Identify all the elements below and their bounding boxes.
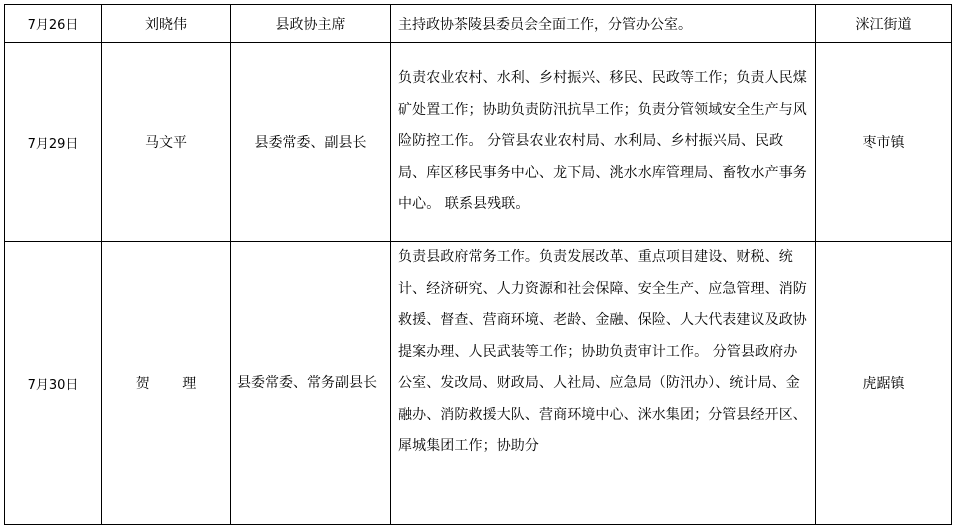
table-row	[5, 43, 952, 242]
date-cell: 7月26日	[5, 5, 102, 43]
date-cell: 7月29日	[5, 43, 102, 242]
duties-cell: 负责农业农村、水利、乡村振兴、移民、民政等工作；负责人民煤矿处置工作；协助负责防汛抗旱工作；负责分管领域安全生产与风险防控工作。 分管县农业农村局、水利局、乡村振兴局、民政局、库区移民事务中心、龙下局、洮水水库管理局、畜牧水产事务中心。 联系县残联。	[391, 43, 816, 242]
table-row	[5, 5, 952, 43]
date-cell: 7月30日	[5, 242, 102, 525]
position-cell: 县委常委、副县长	[231, 43, 391, 242]
name-cell: 马文平	[102, 43, 231, 242]
table-row	[5, 242, 952, 525]
duties-cell	[391, 242, 816, 525]
location-cell: 虎踞镇	[816, 242, 952, 525]
name-text: 贺 理	[135, 376, 211, 392]
location-cell: 洣江街道	[816, 5, 952, 43]
name-cell	[102, 242, 231, 525]
position-cell: 县政协主席	[231, 5, 391, 43]
location-cell: 枣市镇	[816, 43, 952, 242]
duties-cell: 主持政协茶陵县委员会全面工作，分管办公室。	[391, 5, 816, 43]
duties-text: 负责县政府常务工作。负责发展改革、重点项目建设、财税、统计、经济研究、人力资源和社会保障、安全生产、应急管理、消防救援、督查、营商环境、老龄、金融、保险、人大代表建议及政协提案办理、人民武装等工作；协助负责审计工作。 分管县政府办公室、发改局、财政局、人社局、应急局（防汛办）、统计局、金融办、消防救援大队、营商环境中心、洣水集团；分管县经开区、犀城集团工作；协助分	[398, 249, 807, 454]
position-cell: 县委常委、常务副县长	[231, 242, 391, 525]
name-cell: 刘晓伟	[102, 5, 231, 43]
schedule-table	[4, 4, 952, 525]
